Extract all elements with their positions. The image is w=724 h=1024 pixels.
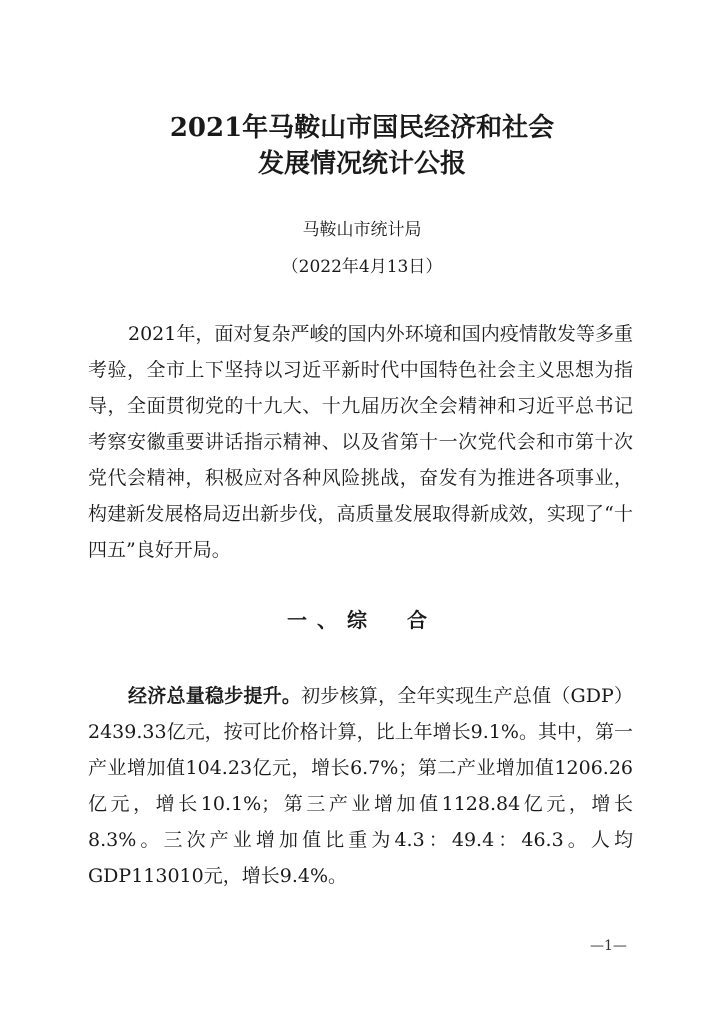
gdp-paragraph-body: 初步核算，全年实现生产总值（GDP）2439.33亿元，按可比价格计算，比上年增长9.1%。其中，第一产业增加值104.23亿元，增长6.7%；第二产业增加值1206.26亿元，增长10.1%；第三产业增加值1128.84亿元，增长8.3%。三次产业增加值比重为4.3：49.4：46.3。人均GDP113010元，增长9.4%。: [88, 685, 633, 887]
page-number: —1—: [590, 938, 627, 954]
document-title-line-2: 发展情况统计公报: [257, 149, 466, 179]
section-heading-general: 一、综 合: [287, 608, 437, 632]
intro-paragraph: 2021年，面对复杂严峻的国内外环境和国内疫情散发等多重考验，全市上下坚持以习近平新时代中国特色社会主义思想为指导，全面贯彻党的十九大、十九届历次全会精神和习近平总书记考察安徽重要讲话指示精神、以及省第十一次党代会和市第十次党代会精神，积极应对各种风险挑战，奋发有为推进各项事业，构建新发展格局迈出新步伐，高质量发展取得新成效，实现了“十四五”良好开局。: [88, 323, 633, 561]
issuer: 马鞍山市统计局: [302, 220, 422, 240]
publication-date: （2022年4月13日）: [281, 257, 443, 277]
document-title-line-1: 2021年马鞍山市国民经济和社会: [169, 113, 555, 143]
gdp-paragraph: [88, 678, 633, 894]
gdp-paragraph-lead: 经济总量稳步提升。: [128, 685, 302, 707]
